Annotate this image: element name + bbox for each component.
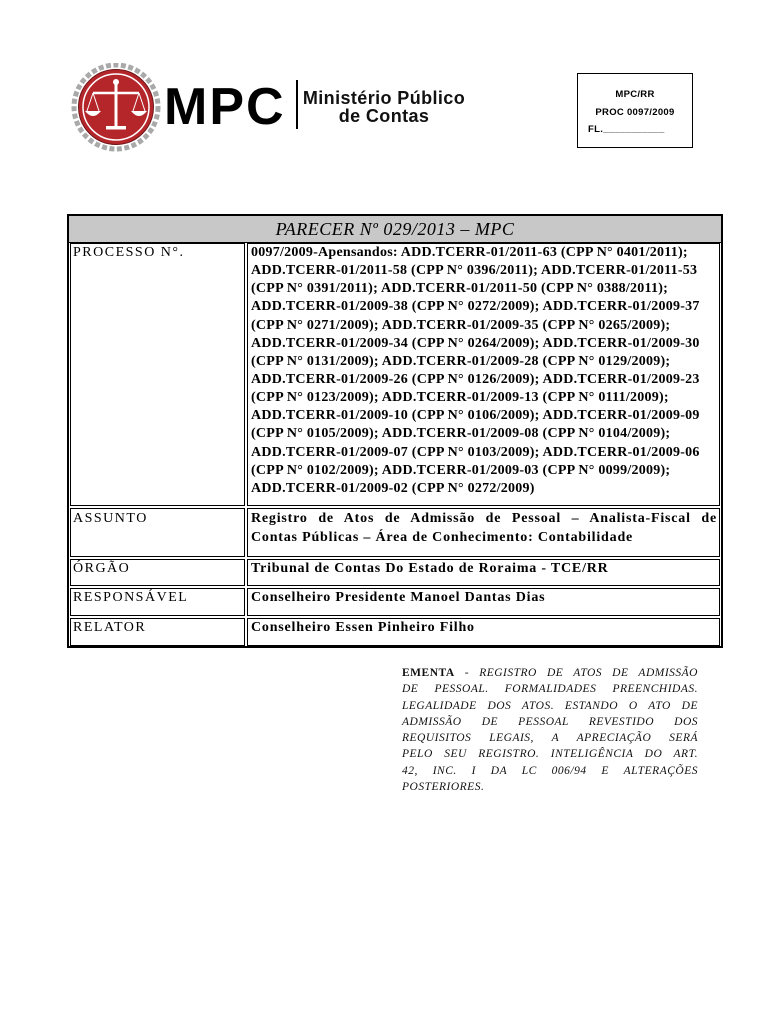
processo-line: (CPP N° 0131/2009); ADD.TCERR-01/2009-28 (CPP N° 0129/2009);	[251, 353, 671, 369]
ementa-text: - REGISTRO DE ATOS DE ADMISSÃO	[464, 667, 698, 679]
ementa-line: ADMISSÃO DE PESSOAL REVESTIDO DOS	[402, 715, 698, 728]
ementa-line: DE PESSOAL. FORMALIDADES PREENCHIDAS.	[402, 683, 698, 696]
processo-line: ADD.TCERR-01/2009-10 (CPP N° 0106/2009); ADD.TCERR-01/2009-09	[251, 408, 700, 424]
processo-line: ADD.TCERR-01/2009-02 (CPP N° 0272/2009)	[251, 480, 535, 496]
stamp-page-field: FL.___________	[588, 124, 665, 135]
assunto-label-cell	[70, 508, 245, 557]
ementa-block	[402, 665, 698, 795]
logo-divider	[296, 80, 298, 129]
processo-line: (CPP N° 0391/2011); ADD.TCERR-01/2011-50 (CPP N° 0388/2011);	[251, 281, 669, 297]
processo-line: ADD.TCERR-01/2009-07 (CPP N° 0103/2009); ADD.TCERR-01/2009-06	[251, 444, 700, 460]
logo-acronym: MPC	[164, 78, 286, 136]
relator-value-cell	[247, 618, 720, 646]
ementa-line	[402, 665, 698, 681]
processo-value-cell	[247, 243, 720, 506]
stamp-process-number: PROC 0097/2009	[595, 107, 675, 118]
process-stamp-box	[577, 73, 693, 148]
processo-line: 0097/2009-Apensandos: ADD.TCERR-01/2011-63 (CPP N° 0401/2011);	[251, 245, 688, 260]
relator-label-cell	[70, 618, 245, 646]
responsavel-value: Conselheiro Presidente Manoel Dantas Dias	[251, 590, 546, 605]
ementa-line: 42, INC. I DA LC 006/94 E ALTERAÇÕES	[402, 764, 698, 777]
stamp-org: MPC/RR	[615, 89, 655, 100]
parecer-title-bar	[69, 216, 721, 243]
logo-institution-name	[302, 89, 466, 125]
processo-line: (CPP N° 0102/2009); ADD.TCERR-01/2009-03 (CPP N° 0099/2009);	[251, 462, 671, 478]
orgao-label: ÓRGÃO	[73, 561, 131, 576]
processo-line: (CPP N° 0123/2009); ADD.TCERR-01/2009-13 (CPP N° 0111/2009);	[251, 390, 669, 406]
responsavel-label: RESPONSÁVEL	[73, 590, 189, 605]
orgao-label-cell	[70, 559, 245, 586]
processo-line: ADD.TCERR-01/2009-34 (CPP N° 0264/2009); ADD.TCERR-01/2009-30	[251, 335, 700, 351]
assunto-line: Contas Públicas – Área de Conhecimento: Contabilidade	[251, 530, 634, 545]
processo-label: PROCESSO N°.	[73, 245, 185, 260]
assunto-label: ASSUNTO	[73, 511, 148, 526]
processo-line: (CPP N° 0271/2009); ADD.TCERR-01/2009-35 (CPP N° 0265/2009);	[251, 317, 671, 333]
ementa-line: POSTERIORES.	[402, 781, 485, 794]
ementa-line: REQUISITOS LEGAIS, A APRECIAÇÃO SERÁ	[402, 732, 698, 745]
relator-label: RELATOR	[73, 620, 147, 635]
responsavel-value-cell	[247, 588, 720, 616]
processo-label-cell	[70, 243, 245, 506]
assunto-line: Registro de Atos de Admissão de Pessoal – Analista-Fiscal de	[251, 511, 717, 526]
processo-line: ADD.TCERR-01/2011-58 (CPP N° 0396/2011); ADD.TCERR-01/2011-53	[251, 263, 698, 279]
logo-name-line2: de Contas	[338, 106, 430, 126]
ementa-label: EMENTA	[402, 667, 455, 679]
orgao-value-cell	[247, 559, 720, 586]
orgao-value: Tribunal de Contas Do Estado de Roraima - TCE/RR	[251, 561, 609, 576]
processo-line: ADD.TCERR-01/2009-26 (CPP N° 0126/2009); ADD.TCERR-01/2009-23	[251, 371, 700, 387]
processo-line: ADD.TCERR-01/2009-38 (CPP N° 0272/2009); ADD.TCERR-01/2009-37	[251, 299, 700, 315]
ementa-line: LEGALIDADE DOS ATOS. ESTANDO O ATO DE	[402, 699, 698, 712]
parecer-title: PARECER Nº 029/2013 – MPC	[275, 219, 515, 239]
logo-name-line1: Ministério Público	[302, 88, 466, 108]
responsavel-label-cell	[70, 588, 245, 616]
assunto-value-cell	[247, 508, 720, 557]
relator-value: Conselheiro Essen Pinheiro Filho	[251, 620, 475, 635]
scales-of-justice-seal-icon	[70, 63, 162, 153]
ementa-line: PELO SEU REGISTRO. INTELIGÊNCIA DO ART.	[402, 748, 698, 761]
processo-line: (CPP N° 0105/2009); ADD.TCERR-01/2009-08 (CPP N° 0104/2009);	[251, 426, 671, 442]
